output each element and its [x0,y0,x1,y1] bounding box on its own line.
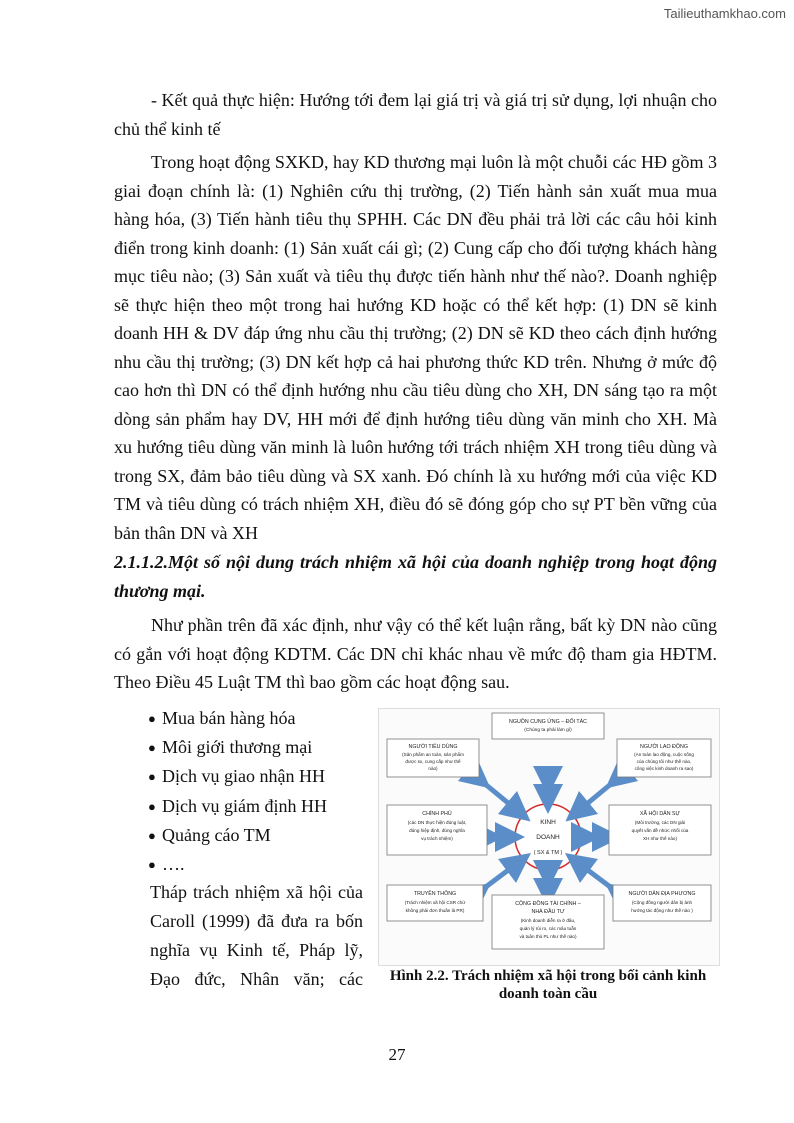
box-civil-society-desc-3: XH như thế nào) [643,836,677,841]
activity-list [148,704,368,879]
paragraph-result: - Kết quả thực hiện: Hướng tới đem lại giá trị và giá trị sử dụng, lợi nhuận cho chủ thể kinh tế [114,90,717,139]
bullet-icon: ● [148,827,156,843]
paragraph-trade-activities: Như phần trên đã xác định, như vậy có thể kết luận rằng, bất kỳ DN nào cũng có gắn với hoạt động KDTM. Các DN chỉ khác nhau về mức độ tham gia HĐTM. Theo Điều 45 Luật TM thì bao gồm các hoạt động sau. [114,615,717,692]
bullet-icon: ● [148,857,156,873]
box-workers-title: NGƯỜI LAO ĐỘNG [640,744,688,750]
box-consumers-desc-3: nào) [428,766,438,771]
box-local-people-desc-1: (Cộng đồng người dân bị ảnh [631,900,693,905]
center-label-1: KINH [540,819,556,826]
list-item: ● Mua bán hàng hóa [148,704,368,733]
box-suppliers [492,713,604,739]
box-consumers-title: NGƯỜI TIÊU DÙNG [408,744,458,750]
box-civil-society-title: XÃ HỘI DÂN SỰ [639,811,681,817]
figure-caption: Hình 2.2. Trách nhiệm xã hội trong bối cảnh kinh doanh toàn cầu [389,968,707,1002]
box-investors-desc-3: và tuân thủ PL như thế nào) [519,934,577,939]
box-government-desc-3: vụ trách nhiệm) [421,836,453,841]
box-media-title: TRUYỀN THÔNG [413,891,457,897]
box-workers-desc-3: công việc kinh doanh ra sao) [634,766,694,771]
box-investors-desc-2: quản lý rủi ro, các mâu tuẫn [519,926,577,931]
arrow-bottom-left [479,862,519,892]
paragraph-caroll-pyramid: Tháp trách nhiệm xã hội của Caroll (1999) đã đưa ra bốn nghĩa vụ Kinh tế, Pháp lỹ, Đạo đức, Nhân văn; các [150,882,363,989]
arrow-bottom-right [577,862,617,892]
box-government-desc-2: đúng hiệp định, đúng nghĩa [409,828,465,833]
box-consumers-desc-2: được sx, cung cấp như thế [405,759,461,764]
paragraph-business-process: Trong hoạt động SXKD, hay KD thương mại luôn là một chuỗi các HĐ gồm 3 giai đoạn chính là: (1) Nghiên cứu thị trường, (2) Tiến hành sản xuất mua mua hàng hóa, (3) Tiến hành tiêu thụ SPHH. Các DN đều phải trả lời các câu hỏi kinh điển trong kinh doanh: (1) Sản xuất cái gì; (2) Cung cấp cho đối tượng khách hàng mục tiêu nào; (3) Sản xuất và tiêu thụ được tiến hành như thế nào?. Doanh nghiệp sẽ thực hiện theo một trong hai hướng KD hoặc có thể kết hợp: (1) DN sẽ kinh doanh HH & DV đáp ứng nhu cầu thị trường; (2) DN sẽ KD theo cách định hướng nhu cầu thị trường; (3) DN kết hợp cả hai phương thức KD trên. Nhưng ở mức độ cao hơn thì DN có thể định hướng nhu cầu tiêu dùng cho XH, DN sáng tạo ra một dòng sản phẩm hay DV, HH mới để định hướng tiêu dùng văn minh cho XH. Mà xu hướng tiêu dùng văn minh là luôn hướng tới trách nhiệm XH trong tiêu dùng và trong SX, đảm bảo tiêu dùng và SX xanh. Đó chính là xu hướng mới của việc KD TM và tiêu dùng có trách nhiệm XH, điều đó sẽ đóng góp cho sự PT bền vững của bản thân DN và XH [114,152,717,543]
box-suppliers-desc: (Chúng ta phải làm gì) [524,728,572,733]
box-government-desc-1: (các DN thực hiện đúng luật, [407,820,467,825]
list-item: ● …. [148,850,368,879]
center-label-2: DOANH [536,834,560,841]
list-item: ● Dịch vụ giám định HH [148,792,368,821]
list-item: ● Quảng cáo TM [148,821,368,850]
box-civil-society-desc-1: (Môi trường, các DN giải [634,820,686,825]
csr-diagram [378,708,720,966]
box-government-title: CHÍNH PHỦ [422,811,452,817]
box-suppliers-title: NGUỒN CUNG ỨNG – ĐỐI TÁC [509,719,587,725]
page-number: 27 [388,1045,406,1064]
box-media-desc-2: không phải đơn thuần là PR) [405,908,465,913]
box-local-people-title: NGƯỜI DÂN ĐỊA PHƯƠNG [628,891,696,897]
box-investors-desc-1: (Kinh doanh diễn ra ở đâu, [520,918,576,923]
box-media-desc-1: (Trách nhiệm xã hội CSR chứ [404,900,466,905]
box-civil-society-desc-2: quyết vấn đề nhức nhối của [631,828,689,833]
center-label-3: ( SX & TM ) [533,850,563,856]
watermark: Tailieuthamkhao.com [663,6,786,21]
list-item: ● Dịch vụ giao nhận HH [148,762,368,791]
bullet-icon: ● [148,711,156,726]
bullet-icon: ● [148,740,156,756]
csr-diagram-svg [379,709,719,965]
bullet-icon: ● [148,798,156,814]
bullet-icon: ● [148,769,156,785]
section-heading: 2.1.1.2.Một số nội dung trách nhiệm xã hội của doanh nghiệp trong hoạt động thương mại. [114,552,717,601]
box-workers-desc-1: (An toàn lao động, cuộc sống [634,752,694,757]
box-investors-title: CỘNG ĐỒNG TÀI CHÍNH – [515,901,581,907]
box-workers-desc-2: của chúng tôi như thế nào, [636,759,692,764]
box-investors-title-2: NHÀ ĐẦU TƯ [531,909,565,915]
list-item: ● Môi giới thương mại [148,733,368,762]
box-local-people-desc-2: hưởng tác động như thế nào ) [631,908,693,913]
box-consumers-desc-1: (Sản phẩm an toàn, sản phẩm [402,752,464,757]
